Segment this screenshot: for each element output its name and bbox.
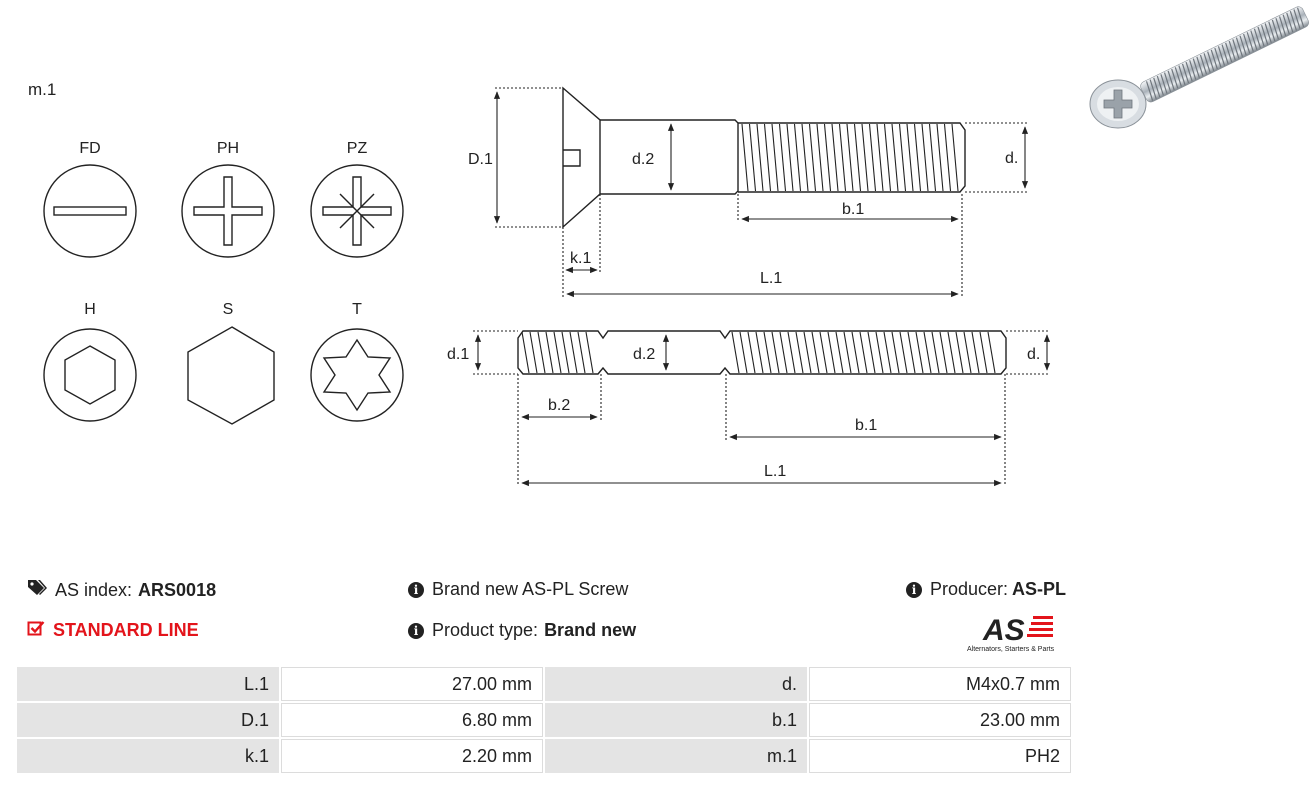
pozidriv-drive-icon xyxy=(311,165,403,257)
brand-text: Brand new AS-PL Screw xyxy=(432,579,629,599)
spec-table xyxy=(15,665,1073,775)
product-type xyxy=(408,620,636,641)
standard-line-label: STANDARD LINE xyxy=(53,620,199,640)
phillips-drive-icon xyxy=(182,165,274,257)
drive-label-ph: PH xyxy=(216,140,240,157)
info-icon: i xyxy=(408,623,424,639)
spec-key: m.1 xyxy=(545,739,807,773)
drive-label-s: S xyxy=(222,301,234,318)
as-index-label: AS index: xyxy=(55,580,133,600)
svg-text:Alternators, Starters & Parts: Alternators, Starters & Parts xyxy=(967,646,1055,653)
table-row xyxy=(17,667,1071,701)
as-pl-logo xyxy=(965,612,1069,654)
tags-icon xyxy=(27,579,47,602)
svg-text:AS: AS xyxy=(983,614,1025,647)
drive-label-t: T xyxy=(352,301,362,318)
spec-key: d. xyxy=(545,667,807,701)
info-icon: i xyxy=(906,582,922,598)
producer xyxy=(906,579,1066,600)
spec-key: L.1 xyxy=(17,667,279,701)
spec-value: 27.00 mm xyxy=(281,667,543,701)
producer-value: AS-PL xyxy=(1012,579,1067,599)
standard-line-badge xyxy=(27,620,199,641)
dim-label-k1: k.1 xyxy=(570,250,592,267)
info-icon: i xyxy=(408,582,424,598)
torx-drive-icon xyxy=(311,329,403,421)
dim-label-b1-bottom: b.1 xyxy=(855,417,878,434)
flat-slot-drive-icon xyxy=(44,165,136,257)
as-index-value: ARS0018 xyxy=(138,580,217,600)
dim-label-d-bottom: d. xyxy=(1027,346,1041,363)
spec-value: M4x0.7 mm xyxy=(809,667,1071,701)
dim-label-L1-bottom: L.1 xyxy=(764,463,787,480)
drive-label-pz: PZ xyxy=(346,140,368,157)
dim-label-d2-top: d.2 xyxy=(632,151,655,168)
spec-key: D.1 xyxy=(17,703,279,737)
spec-value: 6.80 mm xyxy=(281,703,543,737)
spec-value: 23.00 mm xyxy=(809,703,1071,737)
screw-product-photo xyxy=(1088,4,1310,132)
table-row xyxy=(17,739,1071,773)
table-row xyxy=(17,703,1071,737)
check-square-icon xyxy=(27,620,45,641)
thread-hatching-top xyxy=(742,124,958,191)
dim-label-d2-bottom: d.2 xyxy=(633,346,656,363)
dim-label-L1-top: L.1 xyxy=(760,270,783,287)
drive-label-h: H xyxy=(84,301,96,318)
m1-label: m.1 xyxy=(28,80,57,99)
spec-key: k.1 xyxy=(17,739,279,773)
brand-info xyxy=(408,579,628,600)
producer-label: Producer: xyxy=(930,579,1009,599)
dim-label-d-top: d. xyxy=(1005,150,1019,167)
product-type-value: Brand new xyxy=(544,620,637,640)
hex-head-drive-icon xyxy=(188,327,274,424)
spec-key: b.1 xyxy=(545,703,807,737)
as-index xyxy=(27,579,216,602)
dim-label-b2: b.2 xyxy=(548,397,571,414)
dim-label-d1: d.1 xyxy=(447,346,470,363)
countersunk-screw-outline xyxy=(563,88,965,227)
dim-label-D1: D.1 xyxy=(468,151,493,168)
dim-label-b1-top: b.1 xyxy=(842,201,865,218)
spec-value: 2.20 mm xyxy=(281,739,543,773)
spec-value: PH2 xyxy=(809,739,1071,773)
drive-label-fd: FD xyxy=(79,140,101,157)
thread-hatching-bottom xyxy=(522,332,995,373)
hex-socket-drive-icon xyxy=(44,329,136,421)
product-type-label: Product type: xyxy=(432,620,539,640)
